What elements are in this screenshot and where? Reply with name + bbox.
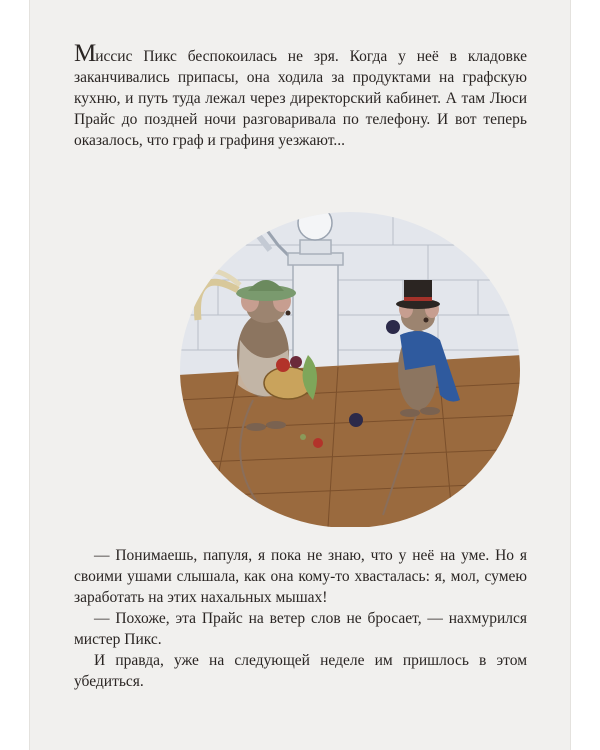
paragraph-1-text: иссис Пикс беспокоилась не зря. Когда у неё в кладовке заканчивались припасы, она ходила за продуктами на графскую кухню, и путь туда лежал через директорский кабинет. А там Люси Прайс до поздней ночи разговаривала по телефону. И вот теперь оказалось, что граф и графиня уезжают... bbox=[74, 48, 527, 149]
drop-cap: М bbox=[74, 40, 96, 67]
paragraph-1 bbox=[74, 40, 527, 151]
paragraph-4: И правда, уже на следующей неделе им пришлось в этом убедиться. bbox=[74, 652, 527, 690]
paragraph-3: — Похоже, эта Прайс на ветер слов не бросает, — нахмурился мистер Пикс. bbox=[74, 610, 527, 648]
paragraph-2: — Понимаешь, папуля, я пока не знаю, что у неё на уме. Но я своими ушами слышала, как она кому-то хвасталась: я, мол, сумею заработать на этих нахальных мышах! bbox=[74, 547, 527, 606]
mice-illustration bbox=[178, 205, 523, 527]
book-page bbox=[30, 0, 570, 750]
